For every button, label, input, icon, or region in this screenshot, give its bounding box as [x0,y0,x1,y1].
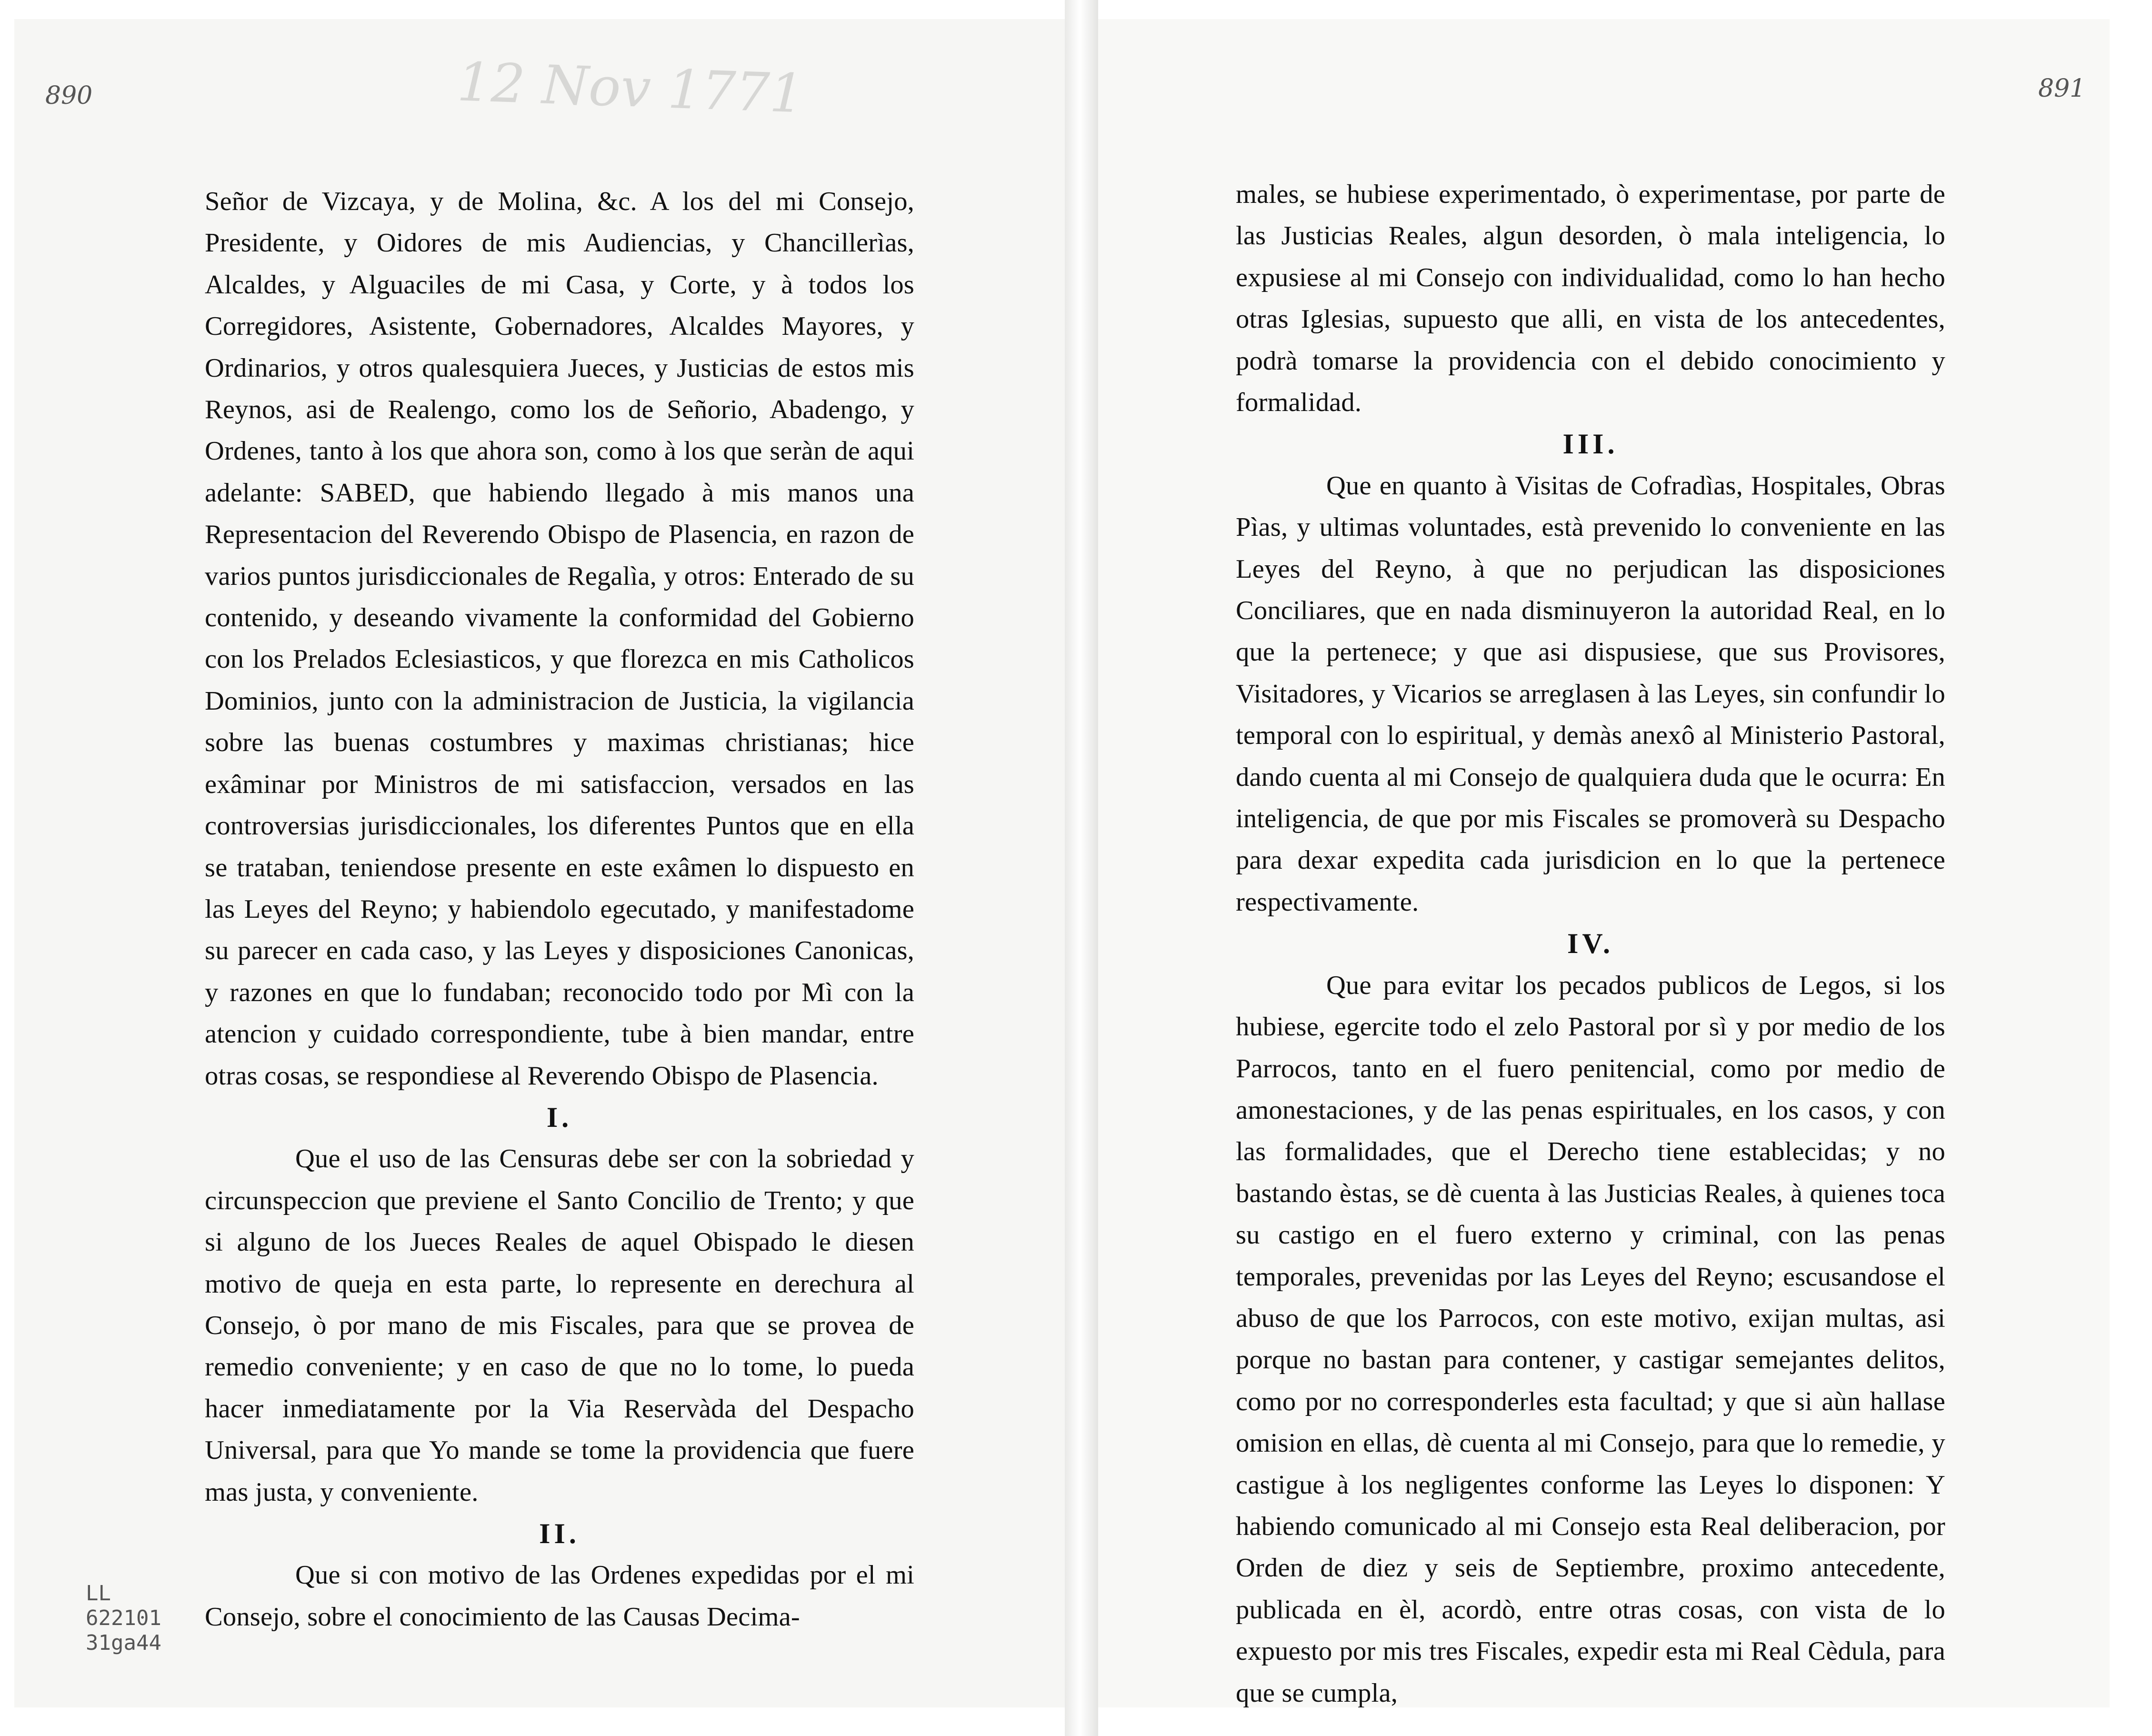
shelfmark-line: 31ga44 [86,1631,161,1655]
section-number-2: II. [539,1517,580,1549]
section-number-3: III. [1562,428,1619,460]
left-text-column [205,181,914,1638]
folio-number-left: 890 [45,81,93,110]
continuation-paragraph: males, se hubiese experimentado, ò experimentase, por parte de las Justicias Reales, algun desorden, ò mala inteligencia, lo expusiese al mi Consejo con individualidad, como lo han hecho otras Iglesias, supuesto que alli, en vista de los antecedentes, podrà tomarse la providencia con el debido conocimiento y formalidad. [1236,180,1945,418]
section-2-paragraph: Que si con motivo de las Ordenes expedidas por el mi Consejo, sobre el conocimiento de las Causas Decima- [205,1560,914,1632]
handwritten-date-note: 12 Nov 1771 [456,51,805,125]
folio-number-right: 891 [2038,74,2086,103]
section-3-paragraph: Que en quanto à Visitas de Cofradìas, Hospitales, Obras Pìas, y ultimas voluntades, està prevenido lo conveniente en las Leyes del Reyno, à que no perjudican las disposiciones Conciliares, que en nada disminuyeron la autoridad Real, en lo que la pertenece; y que asi dispusiese, que sus Provisores, Visitadores, y Vicarios se arreglasen à las Leyes, sin confundir lo temporal con lo espiritual, y demàs anexô al Ministerio Pastoral, dando cuenta al mi Consejo de qualquiera duda que le ocurra: En inteligencia, de que por mis Fiscales se promoverà su Despacho para dexar expedita cada jurisdicion en lo que la pertenece respectivamente. [1236,471,1945,917]
shelfmark-line: 622101 [86,1606,161,1630]
shelfmark-stamp [86,1581,161,1656]
shelfmark-line: LL [86,1581,111,1606]
opening-paragraph: Señor de Vizcaya, y de Molina, &c. A los del mi Consejo, Presidente, y Oidores de mis Audiencias, y Chancillerìas, Alcaldes, y Alguaciles de mi Casa, y Corte, y à todos los Corregidores, Asistente, Gobernadores, Alcaldes Mayores, y Ordinarios, y otros qualesquiera Jueces, y Justicias de estos mis Reynos, asi de Realengo, como los de Señorio, Abadengo, y Ordenes, tanto à los que ahora son, como à los que seràn de aqui adelante: SABED, que habiendo llegado à mis manos una Representacion del Reverendo Obispo de Plasencia, en razon de varios puntos jurisdiccionales de Regalìa, y otros: Enterado de su contenido, y deseando vivamente la conformidad del Gobierno con los Prelados Eclesiasticos, y que florezca en mis Catholicos Dominios, junto con la administracion de Justicia, la vigilancia sobre las buenas costumbres y maximas christianas; hice exâminar por Ministros de mi satisfaccion, versados en las controversias jurisdiccionales, los diferentes Puntos que en ella se trataban, teniendose presente en este exâmen lo dispuesto en las Leyes del Reyno; y habiendolo egecutado, y manifestadome su parecer en cada caso, y las Leyes y disposiciones Canonicas, y razones en que lo fundaban; reconocido todo por Mì con la atencion y cuidado correspondiente, tube à bien mandar, entre otras cosas, se respondiese al Reverendo Obispo de Plasencia. [205,187,914,1091]
section-4-paragraph: Que para evitar los pecados publicos de Legos, si los hubiese, egercite todo el zelo Pastoral por sì y por medio de los Parrocos, tanto en el fuero penitencial, como por medio de amonestaciones, y de las penas espirituales, en los casos, y con las formalidades, que el Derecho tiene establecidas; y no bastando èstas, se dè cuenta à las Justicias Reales, à quienes toca su castigo en el fuero externo y criminal, con las penas temporales, prevenidas por las Leyes del Reyno; escusandose el abuso de que los Parrocos, con este motivo, exijan multas, asi porque no bastan para contener, y castigar semejantes delitos, como por no corresponderles esta facultad; y que si aùn hallase omision en ellas, dè cuenta al mi Consejo, para que lo remedie, y castigue à los negligentes conforme las Leyes lo disponen: Y habiendo comunicado al mi Consejo esta Real deliberacion, por Orden de diez y seis de Septiembre, proximo antecedente, publicada en èl, acordò, entre otras cosas, con vista de lo expuesto por mis tres Fiscales, expedir esta mi Real Cèdula, para que se cumpla, [1236,970,1945,1708]
book-gutter [1065,0,1098,1736]
section-number-1: I. [546,1101,573,1133]
section-1-paragraph: Que el uso de las Censuras debe ser con la sobriedad y circunspeccion que previene el Santo Concilio de Trento; y que si alguno de los Jueces Reales de aquel Obispado le diesen motivo de queja en esta parte, lo represente en derechura al Consejo, ò por mano de mis Fiscales, para que se provea de remedio conveniente; y en caso de que no lo tome, lo pueda hacer inmediatamente por la Via Reservàda del Despacho Universal, para que Yo mande se tome la providencia que fuere mas justa, y conveniente. [205,1144,914,1507]
section-number-4: IV. [1567,928,1614,960]
right-text-column [1236,174,1945,1714]
